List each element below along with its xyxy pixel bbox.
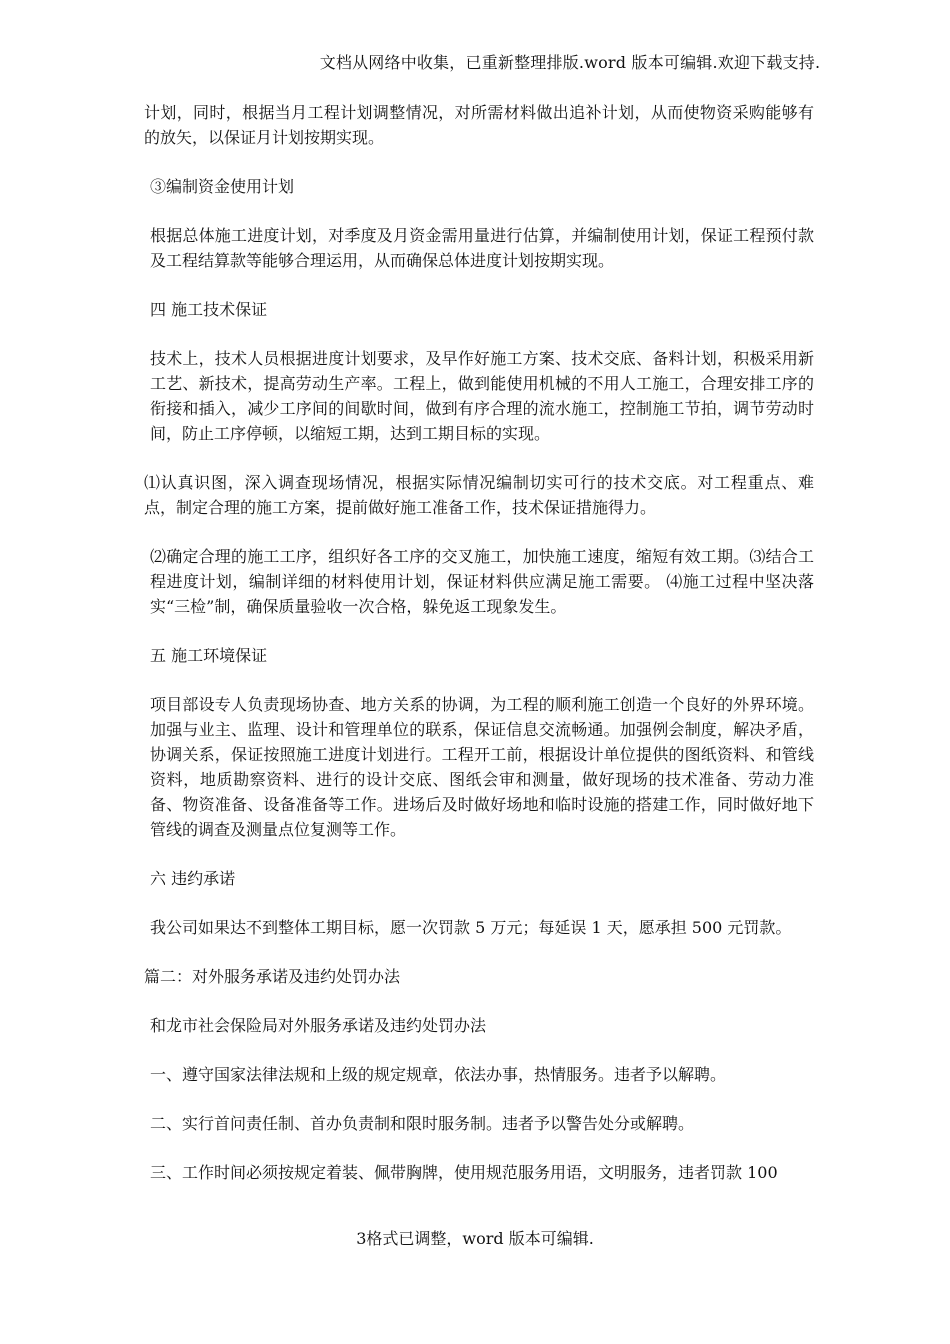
paragraph-environment: 项目部设专人负责现场协查、地方关系的协调，为工程的顺利施工创造一个良好的外界环境。加强与业主、监理、设计和管理单位的联系，保证信息交流畅通。加强例会制度，解决矛盾，协调关系，保证按照施工进度计划进行。工程开工前，根据设计单位提供的图纸资料、和管线资料，地质勘察资料、进行的设计交底、图纸会审和测量，做好现场的技术准备、劳动力准备、物资准备、设备准备等工作。进场后及时做好场地和临时设施的搭建工作，同时做好地下管线的调查及测量点位复测等工作。 bbox=[150, 695, 814, 839]
paragraph-1: 计划，同时，根据当月工程计划调整情况，对所需材料做出追补计划，从而使物资采购能够有的放矢，以保证月计划按期实现。 bbox=[144, 103, 814, 147]
rule-item-1: 一、遵守国家法律法规和上级的规定规章，依法办事，热情服务。违者予以解聘。 bbox=[150, 1065, 727, 1084]
document-title: 和龙市社会保险局对外服务承诺及违约处罚办法 bbox=[150, 1016, 487, 1035]
subheading-funds-plan: ③编制资金使用计划 bbox=[150, 177, 295, 196]
paragraph-item-1: ⑴认真识图，深入调查现场情况，根据实际情况编制切实可行的技术交底。对工程重点、难点，制定合理的施工方案，提前做好施工准备工作，技术保证措施得力。 bbox=[144, 473, 814, 517]
page-header: 文档从网络中收集，已重新整理排版.word 版本可编辑.欢迎下载支持. bbox=[319, 53, 821, 72]
page-footer: 3格式已调整，word 版本可编辑. bbox=[356, 1229, 594, 1248]
rule-item-2: 二、实行首问责任制、首办负责制和限时服务制。违者予以警告处分或解聘。 bbox=[150, 1114, 695, 1133]
paragraph-item-2-4: ⑵确定合理的施工工序，组织好各工序的交叉施工，加快施工速度，缩短有效工期。⑶结合工程进度计划，编制详细的材料使用计划，保证材料供应满足施工需要。 ⑷施工过程中坚决落实“三检”制，确保质量验收一次合格，躲免返工现象发生。 bbox=[150, 547, 814, 616]
document-body bbox=[144, 100, 814, 1209]
section-heading-6: 六 违约承诺 bbox=[150, 869, 236, 888]
rule-item-3: 三、工作时间必须按规定着装、佩带胸牌，使用规范服务用语，文明服务，违者罚款 100 bbox=[150, 1163, 778, 1182]
chapter-heading-2: 篇二：对外服务承诺及违约处罚办法 bbox=[144, 967, 401, 986]
section-heading-5: 五 施工环境保证 bbox=[150, 646, 268, 665]
section-heading-4: 四 施工技术保证 bbox=[150, 300, 268, 319]
paragraph-penalty: 我公司如果达不到整体工期目标，愿一次罚款 5 万元；每延误 1 天，愿承担 500 元罚款。 bbox=[150, 918, 792, 937]
paragraph-technical: 技术上，技术人员根据进度计划要求，及早作好施工方案、技术交底、备料计划，积极采用新工艺、新技术，提高劳动生产率。工程上，做到能使用机械的不用人工施工，合理安排工序的衔接和插入，减少工序间的间歇时间，做到有序合理的流水施工，控制施工节拍，调节劳动时间，防止工序停顿，以缩短工期，达到工期目标的实现。 bbox=[150, 349, 814, 443]
paragraph-funds-plan: 根据总体施工进度计划，对季度及月资金需用量进行估算，并编制使用计划，保证工程预付款及工程结算款等能够合理运用，从而确保总体进度计划按期实现。 bbox=[150, 226, 814, 270]
